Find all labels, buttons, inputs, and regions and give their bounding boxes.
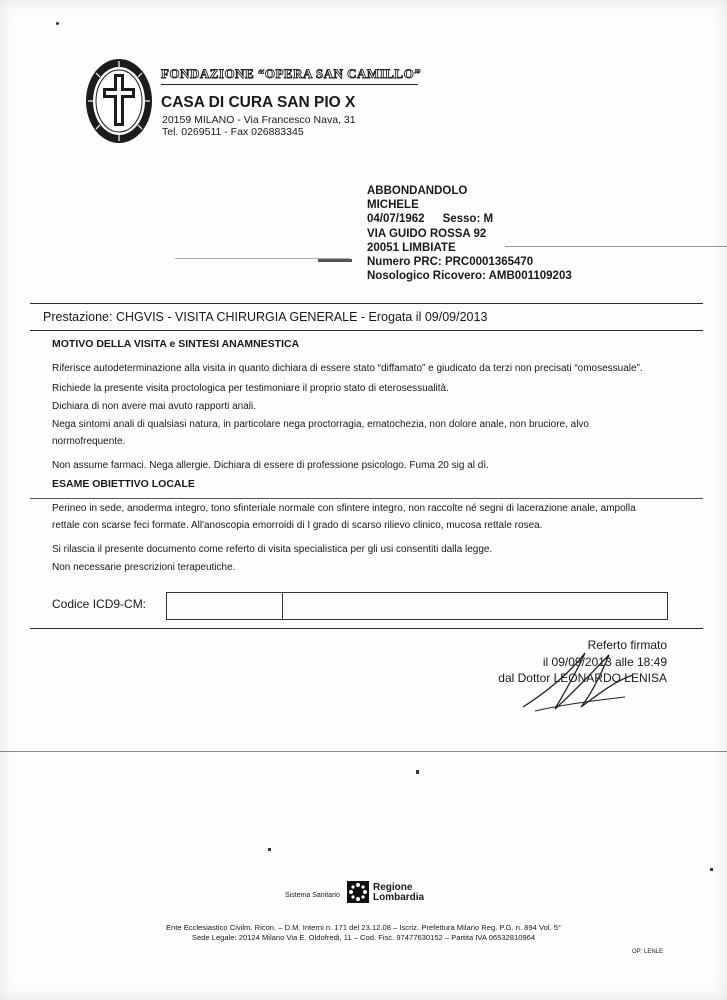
esame-line: rettale con scarse feci formate. All'anoscopia emorroidi di I grado di scarso rilievo clinico, mucosa rettale rosea. bbox=[52, 520, 543, 531]
icd-code-field bbox=[166, 592, 668, 620]
lombardia-rose-icon bbox=[347, 881, 369, 903]
esame-rule bbox=[30, 498, 703, 499]
patient-birth-date: 04/07/1962 bbox=[367, 213, 425, 226]
icd-label: Codice ICD9-CM: bbox=[52, 597, 147, 611]
scan-speck bbox=[56, 22, 59, 25]
scan-speck bbox=[710, 868, 713, 871]
opera-san-camillo-logo bbox=[84, 56, 154, 146]
patient-surname: ABBONDANDOLO bbox=[367, 185, 468, 197]
clinic-name: CASA DI CURA SAN PIO X bbox=[161, 94, 356, 111]
patient-block bbox=[367, 184, 572, 283]
motivo-line: Non assume farmaci. Nega allergie. Dichiara di essere di professione psicologo. Fuma 20 sig al dì. bbox=[52, 460, 489, 471]
prestazione-line: Prestazione: CHGVIS - VISITA CHIRURGIA GENERALE - Erogata il 09/09/2013 bbox=[43, 310, 488, 324]
regione-label: Regione bbox=[373, 882, 413, 893]
patient-sex: Sesso: M bbox=[442, 213, 494, 226]
motivo-line: Nega sintomi anali di qualsiasi natura, in particolare nega proctorragia, ematochezia, non dolore anale, non bruciore, alvo bbox=[52, 419, 589, 430]
signature-line-3: dal Dottor LEONARDO LENISA bbox=[498, 671, 667, 685]
icd-bottom-rule bbox=[30, 628, 703, 629]
patient-street: VIA GUIDO ROSSA 92 bbox=[367, 227, 487, 240]
handwritten-signature bbox=[515, 645, 645, 715]
patient-prc: Numero PRC: PRC0001365470 bbox=[367, 256, 534, 269]
regione-lombardia-label bbox=[373, 883, 424, 903]
scan-line-middle bbox=[0, 751, 727, 752]
footer-legal-line-2: Sede Legale: 20124 Milano Via E. Oldofredi, 11 – Cod. Fisc. 97477630152 – Partita IVA 06532810964 bbox=[191, 933, 536, 942]
clinic-phone-fax: Tel. 0269511 - Fax 026883345 bbox=[162, 126, 304, 138]
patient-birth-sex bbox=[367, 212, 572, 226]
scan-speck bbox=[416, 770, 419, 774]
patient-city: 20051 LIMBIATE bbox=[367, 241, 456, 254]
prestazione-bottom-rule bbox=[30, 330, 703, 331]
foundation-underline bbox=[161, 84, 418, 85]
esame-line: Non necessarie prescrizioni terapeutiche. bbox=[52, 562, 236, 573]
esame-heading: ESAME OBIETTIVO LOCALE bbox=[52, 478, 195, 490]
sistema-sanitario-label: Sistema Sanitario bbox=[285, 892, 340, 899]
footer-legal-line-1: Ente Ecclesiastico Civilm. Ricon. – D.M. Interni n. 171 del 23.12.08 – Iscriz. Prefettura Milano Reg. P.G. n. 894 Vol. 5° bbox=[165, 923, 561, 932]
patient-name: MICHELE bbox=[367, 199, 419, 212]
motivo-line: Riferisce autodeterminazione alla visita in quanto dichiara di essere stato “diffamato” e giudicato da terzi non precisati “omosessuale”. bbox=[52, 363, 643, 374]
icd-field-separator bbox=[282, 592, 283, 620]
foundation-name: FONDAZIONE “OPERA SAN CAMILLO” bbox=[161, 66, 422, 81]
clinic-address: 20159 MILANO - Via Francesco Nava, 31 bbox=[162, 114, 356, 126]
scan-mark bbox=[318, 259, 352, 262]
scan-speck bbox=[268, 848, 271, 851]
motivo-line: Dichiara di non avere mai avuto rapporti anali. bbox=[52, 401, 256, 412]
signature-line-1: Referto firmato bbox=[587, 638, 667, 652]
esame-line: Si rilascia il presente documento come referto di visita specialistica per gli usi consentiti dalla legge. bbox=[52, 544, 493, 555]
clinic-contacts bbox=[162, 114, 356, 138]
motivo-line: Richiede la presente visita proctologica per testimoniare il proprio stato di eterosessualità. bbox=[52, 383, 449, 394]
esame-line: Perineo in sede, anoderma integro, tono sfinteriale normale con sfintere integro, non raccolte né segni di lacerazione anale, ampolla bbox=[52, 503, 636, 514]
motivo-line: normofrequente. bbox=[52, 436, 126, 447]
lombardia-label: Lombardia bbox=[373, 892, 425, 903]
motivo-heading: MOTIVO DELLA VISITA e SINTESI ANAMNESTICA bbox=[52, 338, 300, 350]
signature-line-2: il 09/09/2013 alle 18:49 bbox=[542, 655, 667, 669]
patient-nosologico: Nosologico Ricovero: AMB001109203 bbox=[367, 270, 572, 283]
prestazione-top-rule bbox=[30, 303, 703, 304]
operator-code: OP: LENLE bbox=[632, 949, 664, 955]
